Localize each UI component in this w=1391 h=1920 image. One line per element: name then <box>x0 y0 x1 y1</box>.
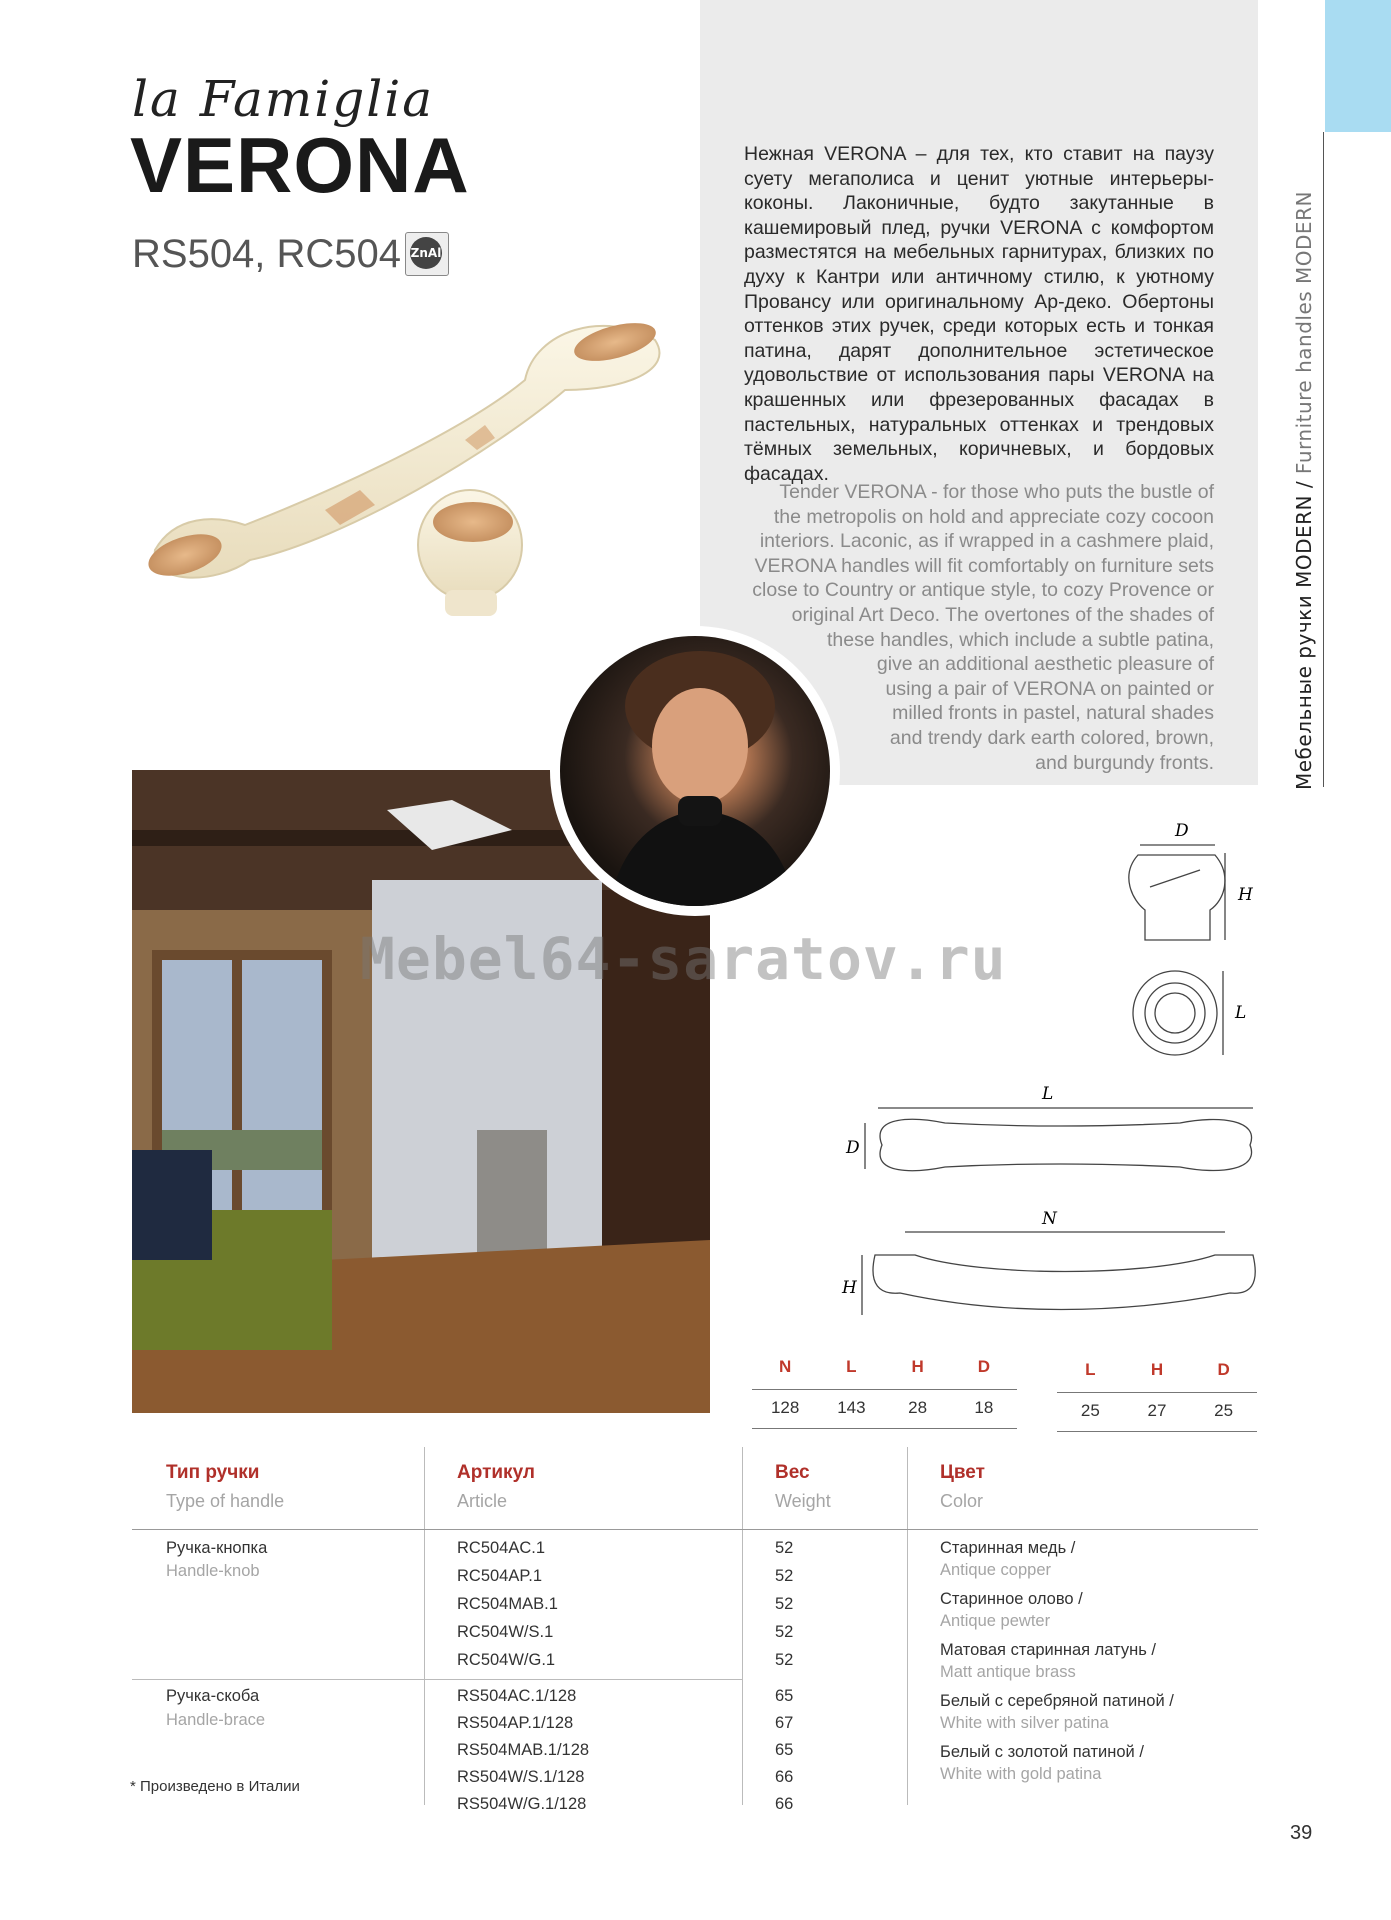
description-en-line: close to Country or antique style, to cozy Provence or <box>752 579 1214 602</box>
spec-value: 28 <box>908 1398 928 1417</box>
weight-cell: 66 <box>775 1795 794 1813</box>
description-en-line: give an additional aesthetic pleasure of <box>876 653 1214 676</box>
weight-cell: 52 <box>775 1595 794 1613</box>
article-cell: RC504AP.1 <box>457 1567 543 1585</box>
section-color-tab <box>1325 0 1391 132</box>
spec-rule <box>1057 1431 1257 1432</box>
spec-header: D <box>1217 1360 1230 1379</box>
header-color-ru: Цвет <box>940 1462 985 1483</box>
knob-dim-l: L <box>1235 1003 1247 1023</box>
knob-dim-h: H <box>1238 885 1253 905</box>
spec-value: 27 <box>1147 1401 1167 1420</box>
description-en-line: and trendy dark earth colored, brown, <box>889 726 1214 749</box>
brace-dim-d: D <box>846 1138 860 1158</box>
knob-dim-d: D <box>1175 821 1189 841</box>
description-en-line: interiors. Laconic, as if wrapped in a cashmere plaid, <box>759 530 1214 553</box>
color-en: White with gold patina <box>940 1765 1102 1783</box>
article-cell: RC504W/G.1 <box>457 1651 556 1669</box>
article-cell: RS504W/S.1/128 <box>457 1768 585 1786</box>
brace-dim-n: N <box>1042 1209 1057 1229</box>
model-numbers: RS504, RC504 <box>132 232 402 276</box>
description-en-line: Tender VERONA - for those who puts the bustle of <box>779 481 1214 503</box>
portrait-photo <box>560 636 830 906</box>
type-knob-ru: Ручка-кнопка <box>166 1539 268 1557</box>
spec-value: 25 <box>1080 1401 1100 1420</box>
side-category-label <box>1292 191 1316 790</box>
article-cell: RS504AC.1/128 <box>457 1687 577 1705</box>
brace-dim-h: H <box>842 1278 857 1298</box>
weight-cell: 52 <box>775 1567 794 1585</box>
column-divider <box>907 1447 908 1805</box>
type-brace-ru: Ручка-скоба <box>166 1687 260 1705</box>
spec-value: 128 <box>770 1398 800 1417</box>
weight-cell: 67 <box>775 1714 794 1732</box>
technical-drawings <box>820 815 1260 1355</box>
knob-specs-values <box>1057 1401 1257 1421</box>
watermark: Mebel64-saratov.ru <box>360 925 1007 993</box>
page-number: 39 <box>1290 1822 1313 1844</box>
brace-specs-headers <box>752 1357 1017 1377</box>
weight-cell: 52 <box>775 1651 794 1669</box>
side-divider <box>1323 132 1324 787</box>
color-ru: Старинная медь / <box>940 1539 1076 1557</box>
spec-rule <box>752 1389 1017 1390</box>
product-photo <box>135 300 675 650</box>
description-en-line: using a pair of VERONA on painted or <box>885 677 1214 700</box>
color-ru: Старинное олово / <box>940 1590 1083 1608</box>
description-ru: Нежная VERONA – для тех, кто ставит на паузу суету мегаполиса и ценит уютные интерьеры-коконы. Лаконичные, будто закутанные в кашемировый плед, ручки VERONA с комфортом разместятся на мебельных гарнитурах, близких по духу к Кантри или античному стилю, к уютному Провансу или оригинальному Ар-деко. Обертоны оттенков этих ручек, среди которых есть и тонкая патина, дарят дополнительное эстетическое удовольствие от использования пары VERONA на крашенных или фрезерованных фасадах в пастельных, натуральных оттенках и трендовых тёмных земельных, коричневых, и бордовых фасадах. <box>744 143 1214 485</box>
portrait-illustration <box>560 636 830 906</box>
brace-specs <box>752 1357 1017 1429</box>
spec-header: N <box>778 1357 792 1376</box>
brace-specs-values <box>752 1398 1017 1418</box>
weight-cell: 65 <box>775 1687 794 1705</box>
header-weight-ru: Вес <box>775 1462 810 1483</box>
color-en: White with silver patina <box>940 1714 1109 1732</box>
side-label-ru: Мебельные ручки MODERN / <box>1292 480 1316 790</box>
description-en-line: VERONA handles will fit comfortably on furniture sets <box>754 554 1214 577</box>
header-rule <box>132 1529 1258 1530</box>
spec-header: H <box>1150 1360 1164 1379</box>
spec-value: 25 <box>1214 1401 1234 1420</box>
article-cell: RC504MAB.1 <box>457 1595 558 1613</box>
weight-cell: 65 <box>775 1741 794 1759</box>
column-divider <box>424 1447 425 1805</box>
spec-header: L <box>846 1357 857 1376</box>
color-ru: Белый с серебряной патиной / <box>940 1692 1174 1710</box>
collection-script-title: la Famiglia <box>132 70 435 128</box>
spec-rule <box>752 1428 1017 1429</box>
page-title: VERONA <box>130 121 470 209</box>
header-type-en: Type of handle <box>166 1491 285 1511</box>
column-divider <box>742 1447 743 1805</box>
color-ru: Белый с золотой патиной / <box>940 1743 1144 1761</box>
spec-value: 143 <box>837 1398 866 1417</box>
description-en-line: original Art Deco. The overtones of the shades of <box>791 603 1214 626</box>
spec-header: L <box>1085 1360 1096 1379</box>
spec-rule <box>1057 1392 1257 1393</box>
knob-specs <box>1057 1360 1257 1432</box>
spec-header: D <box>977 1357 991 1376</box>
description-en-line: and burgundy fronts. <box>1035 751 1214 774</box>
header-article-ru: Артикул <box>457 1462 535 1483</box>
header-weight-en: Weight <box>775 1491 831 1511</box>
group-rule <box>132 1679 742 1680</box>
brace-dim-l: L <box>1042 1084 1054 1104</box>
product-table <box>132 1447 1258 1813</box>
material-badge-label: ZnAl <box>410 237 442 269</box>
article-cell: RC504W/S.1 <box>457 1623 554 1641</box>
weight-cell: 52 <box>775 1623 794 1641</box>
spec-value: 18 <box>974 1398 994 1417</box>
description-en-line: milled fronts in pastel, natural shades <box>892 702 1214 725</box>
description-en-line: these handles, which include a subtle patina, <box>826 628 1214 651</box>
designer-portrait <box>550 626 840 916</box>
description-en-line: the metropolis on hold and appreciate cozy cocoon <box>773 505 1214 528</box>
header-type-ru: Тип ручки <box>166 1462 260 1483</box>
weight-cell: 66 <box>775 1768 794 1786</box>
color-ru: Матовая старинная латунь / <box>940 1641 1156 1659</box>
weight-cell: 52 <box>775 1539 794 1557</box>
article-cell: RS504AP.1/128 <box>457 1714 574 1732</box>
footnote: * Произведено в Италии <box>130 1778 300 1795</box>
material-badge <box>405 232 449 276</box>
color-en: Antique pewter <box>940 1612 1051 1630</box>
side-label-en: Furniture handles MODERN <box>1292 191 1316 481</box>
color-en: Antique copper <box>940 1561 1051 1579</box>
article-cell: RS504W/G.1/128 <box>457 1795 587 1813</box>
type-knob-en: Handle-knob <box>166 1562 260 1580</box>
spec-header: H <box>911 1357 924 1376</box>
header-color-en: Color <box>940 1491 984 1511</box>
header-article-en: Article <box>457 1491 508 1511</box>
color-en: Matt antique brass <box>940 1663 1076 1681</box>
article-cell: RC504AC.1 <box>457 1539 546 1557</box>
type-brace-en: Handle-brace <box>166 1711 266 1729</box>
knob-specs-headers <box>1057 1360 1257 1380</box>
article-cell: RS504MAB.1/128 <box>457 1741 590 1759</box>
